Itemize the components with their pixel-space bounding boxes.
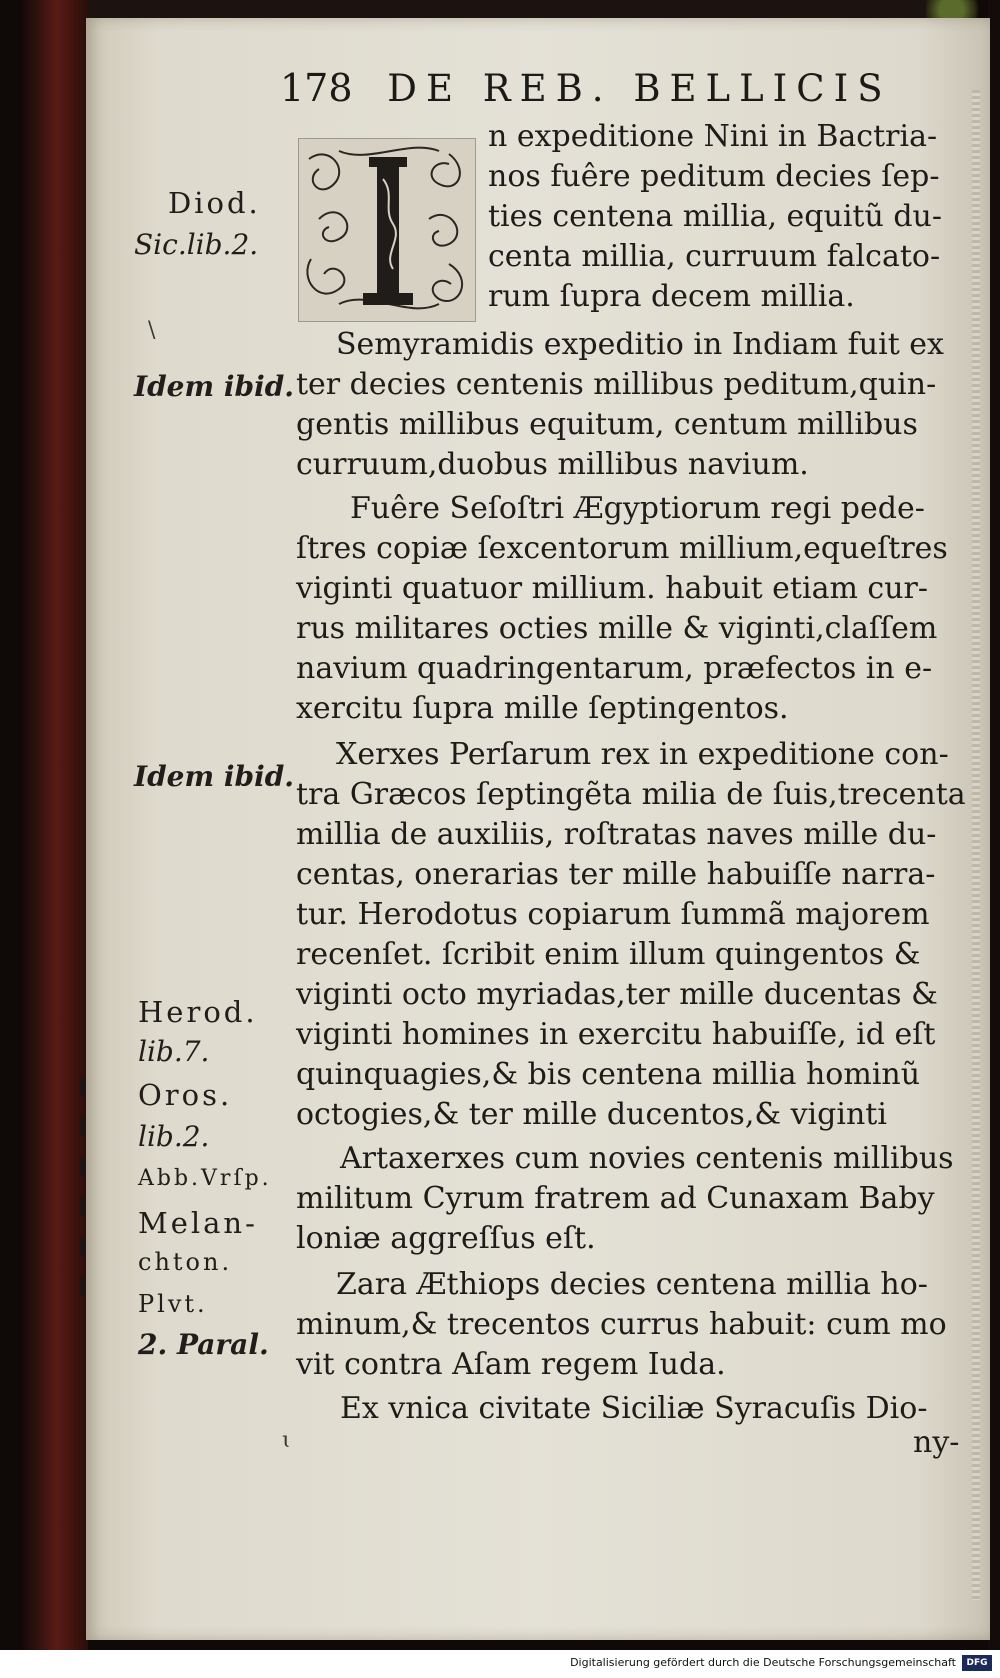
body-line: Artaxerxes cum novies centenis millibus	[340, 1141, 954, 1176]
body-line: ſtres copiæ ſexcentorum millium,equeſtres	[296, 531, 948, 566]
margin-note: Diod.	[168, 186, 261, 220]
body-line: millia de auxiliis, roſtratas naves mille du-	[296, 817, 937, 852]
catchword: ny-	[913, 1425, 960, 1460]
body-line: xercitu ſupra mille ſeptingentos.	[296, 691, 789, 726]
body-line: gentis millibus equitum, centum millibus	[296, 407, 918, 442]
corner-fragment	[926, 0, 990, 20]
book-spine	[18, 0, 88, 1650]
body-line: Zara Æthiops decies centena millia ho-	[336, 1267, 928, 1302]
body-line: curruum,duobus millibus navium.	[296, 447, 809, 482]
body-line: viginti octo myriadas,ter mille ducentas &	[296, 977, 938, 1012]
body-line: minum,& trecentos currus habuit: cum mo	[296, 1307, 947, 1342]
stray-mark: \	[148, 318, 156, 343]
body-line: militum Cyrum fratrem ad Cunaxam Baby	[296, 1181, 935, 1216]
footer-bar	[0, 1650, 1000, 1678]
page-number: 178	[280, 66, 353, 110]
body-line: loniæ aggreſſus eſt.	[296, 1221, 596, 1256]
margin-note: Idem ibid.	[134, 370, 295, 403]
body-line: tra Græcos ſeptingẽta milia de ſuis,trecenta	[296, 777, 966, 812]
body-line: quinquagies,& bis centena millia hominũ	[296, 1057, 921, 1092]
body-line: Ex vnica civitate Siciliæ Syracuſis Dio-	[340, 1391, 928, 1426]
footer-credit: Digitalisierung gefördert durch die Deutsche Forschungsgemeinschaft	[570, 1656, 956, 1669]
body-line: viginti quatuor millium. habuit etiam cur-	[296, 571, 929, 606]
body-line: n expeditione Nini in Bactria-	[488, 119, 938, 154]
body-line: ter decies centenis millibus peditum,quin-	[296, 367, 937, 402]
margin-note: chton.	[138, 1248, 233, 1276]
margin-note: Sic.lib.2.	[134, 228, 259, 261]
margin-note: Abb.Vrſp.	[138, 1166, 272, 1191]
running-head	[280, 66, 892, 110]
body-line: navium quadringentarum, præfectos in e-	[296, 651, 933, 686]
dfg-logo-icon: DFG	[962, 1655, 992, 1671]
body-line: octogies,& ter mille ducentos,& viginti	[296, 1097, 887, 1132]
decorated-initial-icon	[298, 138, 476, 322]
body-line: viginti homines in exercitu habuiſſe, id eſt	[296, 1017, 936, 1052]
margin-note: lib.7.	[138, 1035, 210, 1068]
body-line: centas, onerarias ter mille habuiſſe narra-	[296, 857, 936, 892]
margin-note: Idem ibid.	[134, 760, 295, 793]
margin-note: lib.2.	[138, 1120, 210, 1153]
body-line: Fuêre Seſoſtri Ægyptiorum regi pede-	[350, 491, 925, 526]
body-line: ties centena millia, equitũ du-	[488, 199, 942, 234]
body-line: centa millia, curruum falcato-	[488, 239, 941, 274]
margin-note: Herod.	[138, 995, 258, 1029]
margin-note: Oros.	[138, 1078, 233, 1112]
body-line: Semyramidis expeditio in Indiam fuit ex	[336, 327, 944, 362]
page-edge	[972, 90, 980, 1600]
body-line: recenſet. ſcribit enim illum quingentos &	[296, 937, 921, 972]
body-line: vit contra Aſam regem Iuda.	[296, 1347, 726, 1382]
body-line: rum ſupra decem millia.	[488, 279, 855, 314]
running-title: DE REB. BELLICIS	[387, 67, 892, 110]
stray-mark: ɩ	[282, 1428, 291, 1453]
margin-note: Plvt.	[138, 1290, 208, 1318]
body-line: Xerxes Perſarum rex in expeditione con-	[336, 737, 949, 772]
margin-note: 2. Paral.	[138, 1328, 269, 1361]
margin-note: Melan-	[138, 1206, 258, 1240]
body-line: tur. Herodotus copiarum ſummã majorem	[296, 897, 930, 932]
body-line: nos fuêre peditum decies ſep-	[488, 159, 940, 194]
body-line: rus militares octies mille & viginti,claſſem	[296, 611, 938, 646]
